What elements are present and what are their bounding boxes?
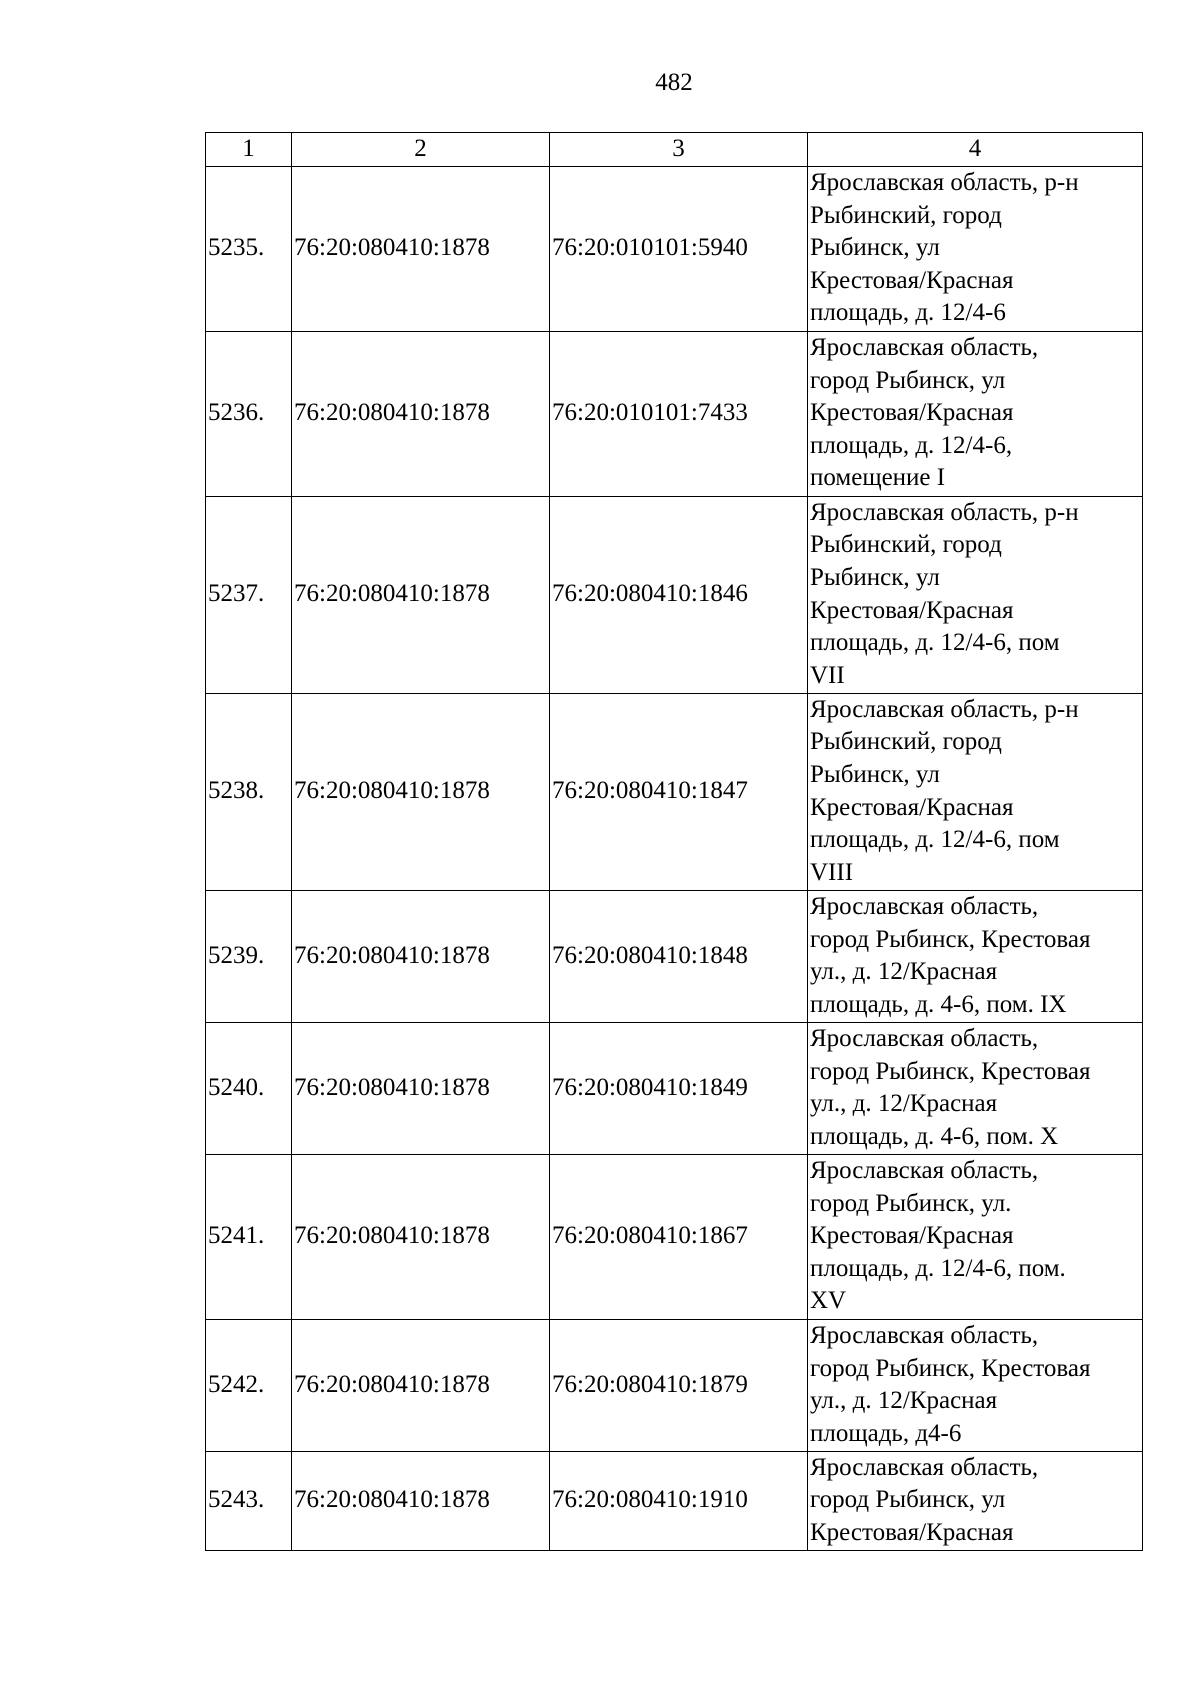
cadastral-number: 76:20:080410:1846	[550, 496, 808, 693]
cadastral-number: 76:20:080410:1847	[550, 693, 808, 890]
row-number: 5243.	[206, 1451, 292, 1550]
column-header-3: 3	[550, 133, 808, 167]
row-number: 5242.	[206, 1319, 292, 1451]
cadastral-number: 76:20:080410:1878	[292, 496, 550, 693]
cadastral-number: 76:20:080410:1867	[550, 1154, 808, 1319]
table-row	[206, 496, 1143, 693]
table-row	[206, 166, 1143, 331]
address-cell: Ярославская область, город Рыбинск, ул Крестовая/Красная	[808, 1451, 1143, 1550]
cadastral-number: 76:20:080410:1878	[292, 693, 550, 890]
cadastral-number: 76:20:080410:1878	[292, 166, 550, 331]
cadastral-number: 76:20:080410:1848	[550, 890, 808, 1022]
column-header-4: 4	[808, 133, 1143, 167]
cadastral-number: 76:20:080410:1879	[550, 1319, 808, 1451]
address-cell: Ярославская область, р-н Рыбинский, город Рыбинск, ул Крестовая/Красная площадь, д. 12/4-6	[808, 166, 1143, 331]
cadastral-number: 76:20:080410:1878	[292, 1319, 550, 1451]
cadastral-number: 76:20:080410:1849	[550, 1022, 808, 1154]
address-cell: Ярославская область, р-н Рыбинский, город Рыбинск, ул Крестовая/Красная площадь, д. 12/4-6, пом VIII	[808, 693, 1143, 890]
cadastral-table	[205, 132, 1143, 1551]
cadastral-number: 76:20:080410:1910	[550, 1451, 808, 1550]
row-number: 5239.	[206, 890, 292, 1022]
cadastral-number: 76:20:080410:1878	[292, 1154, 550, 1319]
address-cell: Ярославская область, р-н Рыбинский, город Рыбинск, ул Крестовая/Красная площадь, д. 12/4-6, пом VII	[808, 496, 1143, 693]
column-header-1: 1	[206, 133, 292, 167]
address-cell: Ярославская область, город Рыбинск, ул. Крестовая/Красная площадь, д. 12/4-6, пом. XV	[808, 1154, 1143, 1319]
row-number: 5236.	[206, 331, 292, 496]
address-cell: Ярославская область, город Рыбинск, ул Крестовая/Красная площадь, д. 12/4-6, помещение I	[808, 331, 1143, 496]
row-number: 5235.	[206, 166, 292, 331]
table-row	[206, 1154, 1143, 1319]
table-row	[206, 1022, 1143, 1154]
table-row	[206, 693, 1143, 890]
row-number: 5237.	[206, 496, 292, 693]
table-header-row	[206, 133, 1143, 167]
address-cell: Ярославская область, город Рыбинск, Крестовая ул., д. 12/Красная площадь, д. 4-6, пом. IX	[808, 890, 1143, 1022]
cadastral-number: 76:20:010101:5940	[550, 166, 808, 331]
cadastral-number: 76:20:080410:1878	[292, 1451, 550, 1550]
table-row	[206, 890, 1143, 1022]
cadastral-number: 76:20:080410:1878	[292, 890, 550, 1022]
table-row	[206, 1451, 1143, 1550]
cadastral-number: 76:20:010101:7433	[550, 331, 808, 496]
cadastral-number: 76:20:080410:1878	[292, 331, 550, 496]
table-row	[206, 1319, 1143, 1451]
column-header-2: 2	[292, 133, 550, 167]
row-number: 5241.	[206, 1154, 292, 1319]
row-number: 5240.	[206, 1022, 292, 1154]
table-row	[206, 331, 1143, 496]
row-number: 5238.	[206, 693, 292, 890]
cadastral-number: 76:20:080410:1878	[292, 1022, 550, 1154]
page-number: 482	[655, 69, 693, 96]
address-cell: Ярославская область, город Рыбинск, Крестовая ул., д. 12/Красная площадь, д. 4-6, пом. X	[808, 1022, 1143, 1154]
address-cell: Ярославская область, город Рыбинск, Крестовая ул., д. 12/Красная площадь, д4-6	[808, 1319, 1143, 1451]
